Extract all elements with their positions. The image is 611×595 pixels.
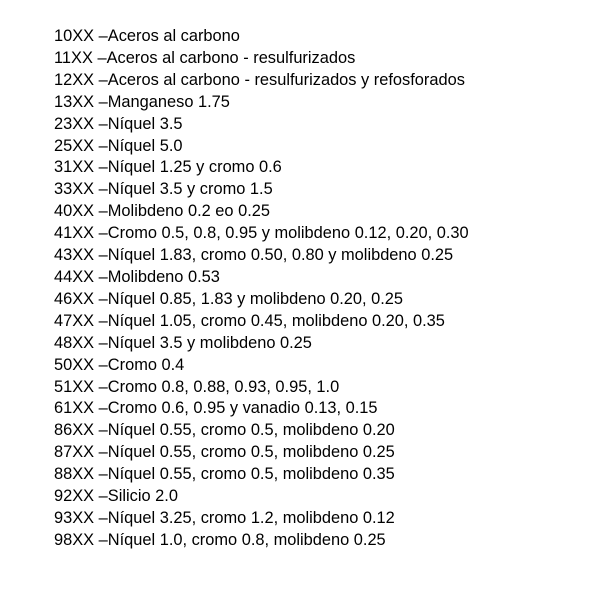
steel-description: Níquel 0.55, cromo 0.5, molibdeno 0.35 <box>107 465 395 484</box>
steel-description: Silicio 2.0 <box>107 487 178 506</box>
steel-code: 48XX – <box>54 334 108 352</box>
steel-code: 40XX – <box>54 202 108 220</box>
list-item <box>54 245 601 267</box>
steel-description: Níquel 3.5 y molibdeno 0.25 <box>107 333 312 352</box>
steel-description: Molibdeno 0.2 eo 0.25 <box>107 202 270 221</box>
steel-description: Níquel 1.05, cromo 0.45, molibdeno 0.20, 0.35 <box>107 311 445 330</box>
list-item <box>54 114 601 136</box>
steel-description: Cromo 0.6, 0.95 y vanadio 0.13, 0.15 <box>107 399 378 418</box>
steel-code: 25XX – <box>54 137 108 155</box>
steel-code: 31XX – <box>54 158 108 176</box>
list-item <box>54 398 601 420</box>
list-item <box>54 333 601 355</box>
list-item <box>54 136 601 158</box>
steel-description: Níquel 1.25 y cromo 0.6 <box>107 158 282 177</box>
list-item <box>54 377 601 399</box>
steel-description: Manganeso 1.75 <box>107 92 230 111</box>
steel-codes-list <box>54 26 601 552</box>
list-item <box>54 48 601 70</box>
list-item <box>54 311 601 333</box>
steel-code: 11XX – <box>54 49 107 67</box>
steel-description: Cromo 0.4 <box>107 355 185 374</box>
list-item <box>54 26 601 48</box>
list-item <box>54 486 601 508</box>
list-item <box>54 420 601 442</box>
steel-description: Níquel 5.0 <box>107 136 183 155</box>
steel-code: 86XX – <box>54 421 108 439</box>
steel-code: 88XX – <box>54 465 108 483</box>
steel-description: Níquel 1.83, cromo 0.50, 0.80 y molibdeno 0.25 <box>107 246 454 265</box>
steel-code: 50XX – <box>54 356 108 374</box>
steel-code: 93XX – <box>54 509 108 527</box>
steel-description: Cromo 0.5, 0.8, 0.95 y molibdeno 0.12, 0.20, 0.30 <box>107 224 469 243</box>
steel-code: 92XX – <box>54 487 108 505</box>
steel-description: Níquel 0.85, 1.83 y molibdeno 0.20, 0.25 <box>107 289 404 308</box>
steel-code: 98XX – <box>54 531 108 549</box>
list-item <box>54 355 601 377</box>
list-item <box>54 508 601 530</box>
steel-code: 51XX – <box>54 378 108 396</box>
steel-code: 44XX – <box>54 268 108 286</box>
steel-code: 12XX – <box>54 71 108 89</box>
steel-code: 47XX – <box>54 312 108 330</box>
list-item <box>54 157 601 179</box>
steel-description: Níquel 1.0, cromo 0.8, molibdeno 0.25 <box>107 530 386 549</box>
list-item <box>54 70 601 92</box>
steel-code: 61XX – <box>54 399 108 417</box>
steel-description: Níquel 0.55, cromo 0.5, molibdeno 0.25 <box>107 443 395 462</box>
steel-description: Níquel 3.5 <box>107 114 183 133</box>
steel-code: 43XX – <box>54 246 108 264</box>
steel-code: 33XX – <box>54 180 108 198</box>
list-item <box>54 179 601 201</box>
steel-description: Níquel 3.5 y cromo 1.5 <box>107 180 273 199</box>
steel-code: 41XX – <box>54 224 108 242</box>
steel-code: 87XX – <box>54 443 108 461</box>
list-item <box>54 92 601 114</box>
steel-description: Molibdeno 0.53 <box>107 267 220 286</box>
steel-description: Cromo 0.8, 0.88, 0.93, 0.95, 1.0 <box>107 377 340 396</box>
list-item <box>54 442 601 464</box>
steel-code: 23XX – <box>54 115 108 133</box>
steel-description: Aceros al carbono - resulfurizados y refosforados <box>107 70 465 89</box>
steel-description: Níquel 3.25, cromo 1.2, molibdeno 0.12 <box>107 508 395 527</box>
list-item <box>54 267 601 289</box>
list-item <box>54 530 601 552</box>
steel-description: Níquel 0.55, cromo 0.5, molibdeno 0.20 <box>107 421 395 440</box>
steel-description: Aceros al carbono - resulfurizados <box>106 48 356 67</box>
steel-description: Aceros al carbono <box>107 27 240 45</box>
steel-code: 46XX – <box>54 290 108 308</box>
list-item <box>54 289 601 311</box>
steel-code: 13XX – <box>54 93 108 111</box>
list-item <box>54 223 601 245</box>
steel-code: 10XX – <box>54 27 108 45</box>
list-item <box>54 201 601 223</box>
list-item <box>54 464 601 486</box>
